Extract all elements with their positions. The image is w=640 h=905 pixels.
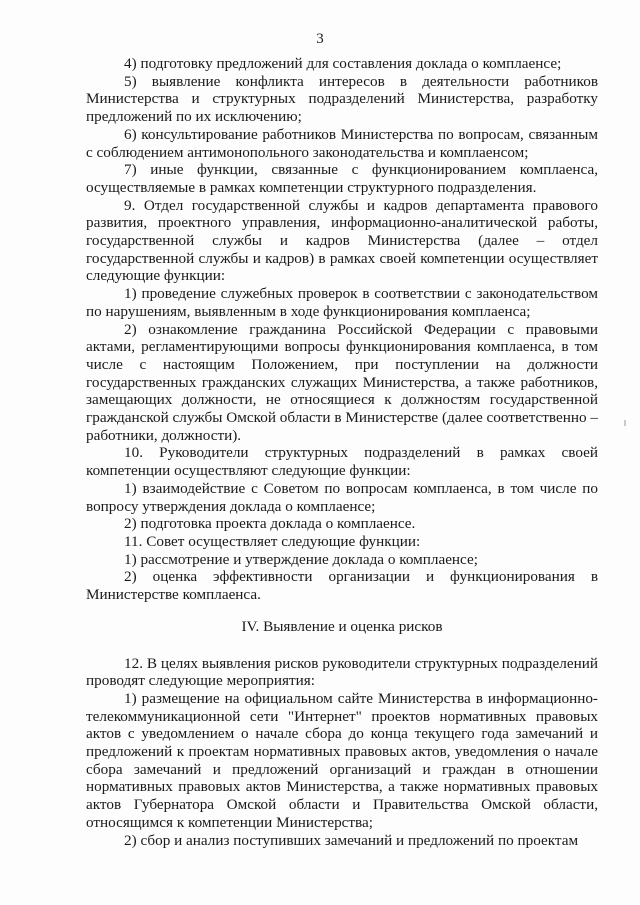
paragraph: 2) ознакомление гражданина Российской Федерации с правовыми актами, регламентирующими вопросы функционирования комплаенса, в том числе с настоящим Положением, при поступлении на должности государственных гражданских служащих Министерства, а также работников, замещающих должности, не относящиеся к должностям государственной гражданской службы Омской области в Министерстве (далее соответственно – работники, должности).	[86, 320, 598, 444]
paragraph: 10. Руководители структурных подразделений в рамках своей компетенции осуществляют следующие функции:	[86, 444, 598, 480]
paragraph: 12. В целях выявления рисков руководители структурных подразделений проводят следующие мероприятия:	[86, 654, 598, 690]
paragraph: 1) взаимодействие с Советом по вопросам комплаенса, в том числе по вопросу утверждения доклада о комплаенсе;	[86, 479, 598, 515]
paragraph: 2) оценка эффективности организации и функционирования в Министерстве комплаенса.	[86, 568, 598, 604]
paragraph: 2) подготовка проекта доклада о комплаенсе.	[124, 515, 416, 533]
paragraph: 5) выявление конфликта интересов в деятельности работников Министерства и структурных подразделений Министерства, разработку предложений по их исключению;	[86, 72, 598, 126]
paragraph: 4) подготовку предложений для составления доклада о комплаенсе;	[124, 55, 562, 72]
scan-artifact	[624, 420, 626, 426]
paragraph: 7) иные функции, связанные с функционированием комплаенса, осуществляемые в рамках компетенции структурного подразделения.	[86, 161, 598, 196]
paragraph: 6) консультирование работников Министерства по вопросам, связанным с соблюдением антимонопольного законодательства и комплаенсом;	[86, 125, 598, 161]
paragraph: 1) проведение служебных проверок в соответствии с законодательством по нарушениям, выявленным в ходе функционирования комплаенса;	[86, 285, 598, 320]
paragraph: 1) размещение на официальном сайте Министерства в информационно-телекоммуникационной сети "Интернет" проектов нормативных правовых актов с уведомлением о начале сбора до конца текущего года замечаний и предложений к проектам нормативных правовых актов, уведомления о начале сбора замечаний и предложений организаций и граждан в отношении нормативных правовых актов Министерства, а также нормативных правовых актов Губернатора Омской области и Правительства Омской области, относящимся к компетенции Министерства;	[86, 689, 598, 831]
page-number: 3	[316, 31, 324, 47]
paragraph: 1) рассмотрение и утверждение доклада о комплаенсе;	[124, 550, 478, 568]
paragraph: 9. Отдел государственной службы и кадров департамента правового развития, проектного управления, информационно-аналитической работы, государственной службы и кадров Министерства (далее – отдел государственной службы и кадров) в рамках своей компетенции осуществляет следующие функции:	[86, 196, 598, 285]
paragraph: 11. Совет осуществляет следующие функции:	[124, 532, 421, 550]
document-body	[86, 55, 598, 849]
paragraph: 2) сбор и анализ поступивших замечаний и предложений по проектам	[124, 831, 579, 849]
section-heading: IV. Выявление и оценка рисков	[241, 617, 443, 635]
